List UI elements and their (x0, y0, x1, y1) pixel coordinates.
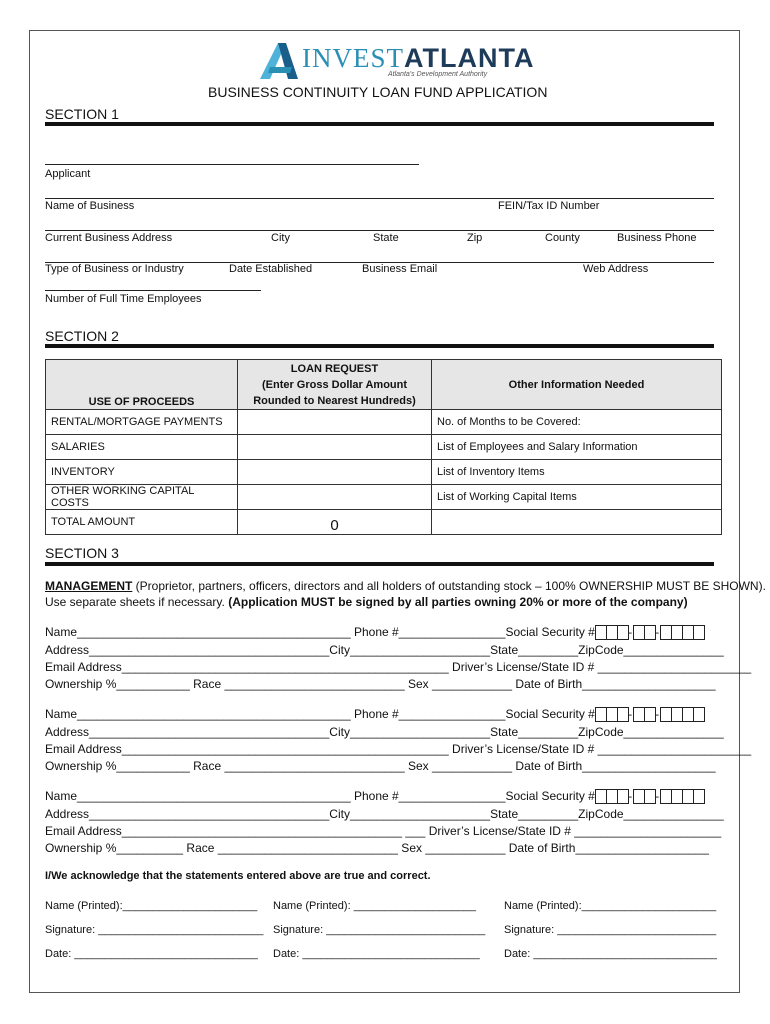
table-row (46, 435, 722, 460)
owner-line-address[interactable]: Address____________________________________City_____________________State_________ZipCode_______________ (45, 807, 724, 821)
section1-divider (45, 122, 714, 126)
amount-input[interactable] (238, 460, 432, 485)
address-label: Current Business Address (45, 232, 173, 244)
proceeds-table (45, 359, 722, 535)
owner-line-address[interactable]: Address____________________________________City_____________________State_________ZipCode_______________ (45, 643, 724, 657)
date-established-label: Date Established (229, 263, 313, 275)
info-cell: List of Inventory Items (432, 460, 722, 485)
date-field[interactable]: Date: _____________________________ (273, 948, 480, 960)
signature-column-2 (273, 894, 485, 966)
logo-text (302, 43, 534, 74)
section2-heading: SECTION 2 (45, 328, 119, 344)
owner-block (45, 788, 724, 857)
invest-atlanta-logo (256, 41, 535, 83)
proceeds-table-header (46, 360, 722, 410)
logo-invest: INVEST (302, 43, 404, 73)
section3-divider (45, 562, 714, 566)
logo-tagline: Atlanta's Development Authority (388, 71, 488, 78)
owner-line-address[interactable]: Address____________________________________City_____________________State_________ZipCode_______________ (45, 725, 724, 739)
owner-block (45, 624, 751, 693)
owner-line-name[interactable]: Name_________________________________________ Phone #________________Social Security # - - (45, 624, 751, 642)
management-instructions (45, 578, 766, 595)
web-address-label: Web Address (583, 263, 649, 275)
section3-heading: SECTION 3 (45, 545, 119, 561)
business-name-line (45, 198, 714, 199)
type-label: Type of Business or Industry (45, 263, 184, 275)
business-email-label: Business Email (362, 263, 438, 275)
management-text-2: Use separate sheets if necessary. (45, 595, 229, 609)
signature-column-1 (45, 894, 263, 966)
address-line (45, 230, 714, 231)
info-cell (432, 510, 722, 535)
amount-input[interactable] (238, 410, 432, 435)
total-amount-value: 0 (238, 510, 432, 535)
ssn-boxes[interactable]: - - (595, 706, 704, 724)
amount-input[interactable] (238, 485, 432, 510)
use-cell: RENTAL/MORTGAGE PAYMENTS (46, 410, 238, 435)
owner-line-email[interactable]: Email Address__________________________________________ ___ Driver’s License/State ID # ______________________ (45, 824, 722, 838)
printed-name-field[interactable]: Name (Printed):______________________ (504, 900, 717, 912)
owner-line-name[interactable]: Name_________________________________________ Phone #________________Social Security # - - (45, 788, 724, 806)
employees-label: Number of Full Time Employees (45, 293, 202, 305)
table-row (46, 485, 722, 510)
state-label: State (373, 232, 399, 244)
use-cell: OTHER WORKING CAPITAL COSTS (46, 485, 238, 510)
use-of-proceeds-header: USE OF PROCEEDS (46, 360, 238, 410)
use-cell: SALARIES (46, 435, 238, 460)
management-instructions-2 (45, 594, 688, 611)
employees-line (45, 290, 261, 291)
owner-line-ownership[interactable]: Ownership %__________ Race ___________________________ Sex ____________ Date of Birth____________________ (45, 841, 709, 855)
applicant-line (45, 164, 419, 165)
amount-input[interactable] (238, 435, 432, 460)
acknowledgement-text: I/We acknowledge that the statements entered above are true and correct. (45, 870, 431, 882)
zip-label: Zip (467, 232, 483, 244)
use-cell: TOTAL AMOUNT (46, 510, 238, 535)
section1-heading: SECTION 1 (45, 106, 119, 122)
printed-name-field[interactable]: Name (Printed): ____________________ (273, 900, 477, 912)
table-row (46, 460, 722, 485)
management-bold-2: (Application MUST be signed by all parties owning 20% or more of the company) (228, 595, 688, 609)
owner-line-ownership[interactable]: Ownership %___________ Race ___________________________ Sex ____________ Date of Birth____________________ (45, 759, 716, 773)
table-row (46, 410, 722, 435)
section2-divider (45, 344, 714, 348)
county-label: County (545, 232, 580, 244)
ssn-boxes[interactable]: - - (595, 624, 704, 642)
printed-name-field[interactable]: Name (Printed):______________________ (45, 900, 258, 912)
table-row (46, 510, 722, 535)
use-cell: INVENTORY (46, 460, 238, 485)
owner-block (45, 706, 751, 775)
info-cell: No. of Months to be Covered: (432, 410, 722, 435)
fein-label: FEIN/Tax ID Number (498, 200, 600, 212)
info-cell: List of Employees and Salary Information (432, 435, 722, 460)
date-field[interactable]: Date: ______________________________ (45, 948, 258, 960)
ssn-boxes[interactable]: - - (595, 788, 704, 806)
owner-line-email[interactable]: Email Address_________________________________________________ Driver’s License/State ID # _______________________ (45, 660, 752, 674)
info-cell: List of Working Capital Items (432, 485, 722, 510)
signature-field[interactable]: Signature: __________________________ (273, 924, 486, 936)
business-name-label: Name of Business (45, 200, 135, 212)
management-bold: MANAGEMENT (45, 579, 133, 593)
signature-field[interactable]: Signature: ___________________________ (45, 924, 264, 936)
logo-mark-icon (256, 41, 302, 81)
logo-atlanta: ATLANTA (404, 43, 535, 73)
owner-line-email[interactable]: Email Address_________________________________________________ Driver’s License/State ID # _______________________ (45, 742, 752, 756)
management-text: (Proprietor, partners, officers, directors and all holders of outstanding stock – 100% OWNERSHIP MUST BE SHOWN). (132, 579, 766, 593)
city-label: City (271, 232, 290, 244)
other-info-header: Other Information Needed (432, 360, 722, 410)
loan-request-header: LOAN REQUEST (Enter Gross Dollar Amount Rounded to Nearest Hundreds) (238, 360, 432, 410)
signature-field[interactable]: Signature: __________________________ (504, 924, 717, 936)
business-phone-label: Business Phone (617, 232, 697, 244)
signature-column-3 (504, 894, 717, 966)
applicant-label: Applicant (45, 168, 91, 180)
owner-line-ownership[interactable]: Ownership %___________ Race ___________________________ Sex ____________ Date of Birth____________________ (45, 677, 716, 691)
form-title: BUSINESS CONTINUITY LOAN FUND APPLICATION (208, 84, 548, 100)
date-field[interactable]: Date: ______________________________ (504, 948, 717, 960)
owner-line-name[interactable]: Name_________________________________________ Phone #________________Social Security # - - (45, 706, 751, 724)
